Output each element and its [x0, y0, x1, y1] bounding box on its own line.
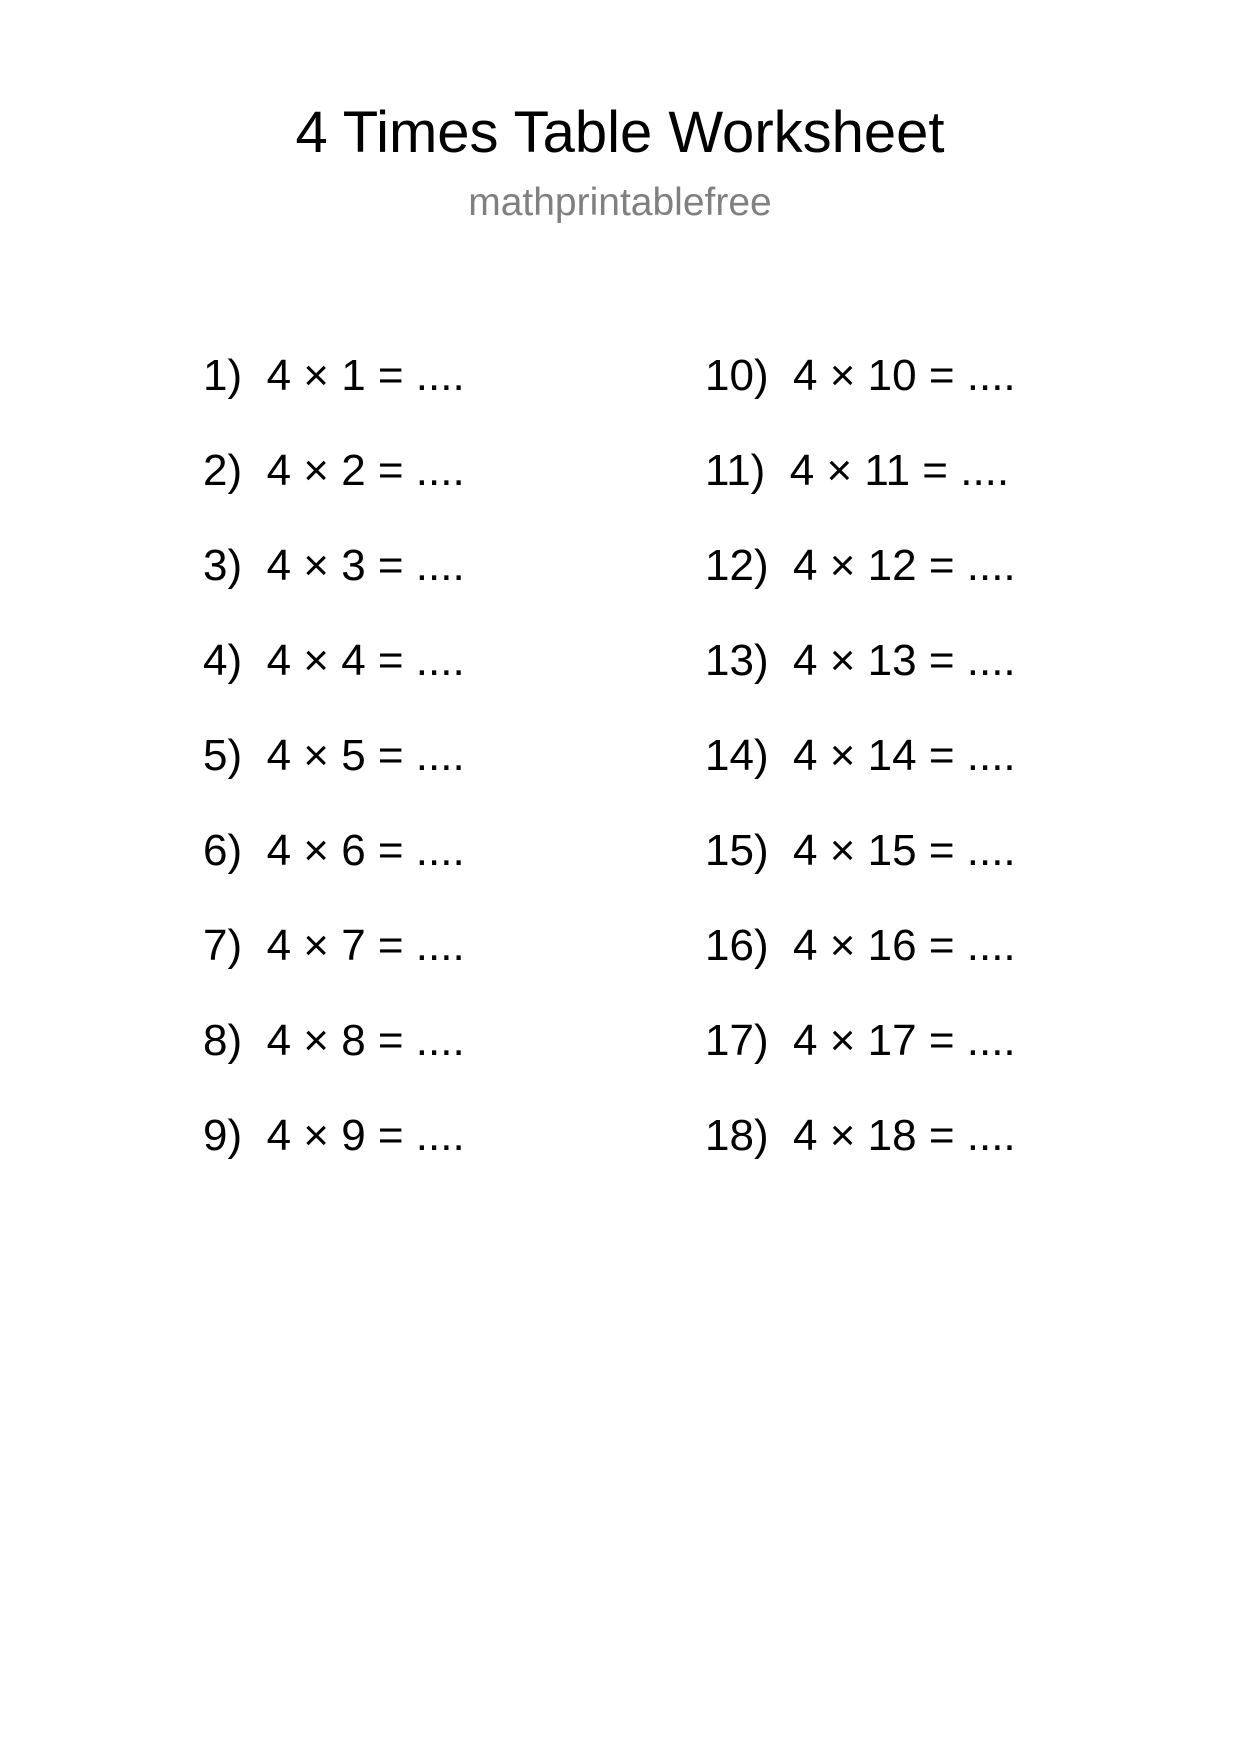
problem-expression: 4 × 7 = .... [266, 921, 465, 970]
problem-item [203, 636, 465, 731]
problem-number: 10) [705, 351, 769, 400]
problem-number: 1) [203, 351, 243, 400]
problem-expression: 4 × 10 = .... [793, 351, 1016, 400]
problem-item [203, 826, 465, 921]
problem-item [203, 921, 465, 1016]
problem-item [203, 731, 465, 826]
problem-item [705, 731, 1016, 826]
problem-expression: 4 × 13 = .... [793, 636, 1016, 685]
problem-expression: 4 × 4 = .... [266, 636, 465, 685]
problem-item [203, 446, 465, 541]
worksheet-subtitle: mathprintablefree [468, 181, 772, 224]
problem-item [705, 826, 1016, 921]
problem-expression: 4 × 16 = .... [793, 921, 1016, 970]
problem-expression: 4 × 17 = .... [793, 1016, 1016, 1065]
problem-expression: 4 × 18 = .... [793, 1111, 1016, 1160]
problem-number: 4) [203, 636, 243, 685]
problem-item [705, 446, 1016, 541]
problem-number: 12) [705, 541, 769, 590]
problem-item [203, 1111, 465, 1206]
problem-item [705, 636, 1016, 731]
problem-number: 17) [705, 1016, 769, 1065]
problem-item [203, 351, 465, 446]
problem-item [203, 1016, 465, 1111]
problem-expression: 4 × 3 = .... [266, 541, 465, 590]
problem-item [203, 541, 465, 636]
problem-number: 6) [203, 826, 243, 875]
problem-expression: 4 × 2 = .... [266, 446, 465, 495]
problem-item [705, 541, 1016, 636]
problem-item [705, 1016, 1016, 1111]
problem-expression: 4 × 11 = .... [789, 446, 1010, 495]
problem-number: 2) [203, 446, 243, 495]
problem-number: 9) [203, 1111, 243, 1160]
problem-number: 8) [203, 1016, 243, 1065]
problem-expression: 4 × 15 = .... [793, 826, 1016, 875]
problem-number: 13) [705, 636, 769, 685]
problems-left-column [203, 351, 465, 1206]
problem-number: 18) [705, 1111, 769, 1160]
problem-expression: 4 × 8 = .... [266, 1016, 465, 1065]
problem-number: 7) [203, 921, 243, 970]
problem-number: 15) [705, 826, 769, 875]
problem-expression: 4 × 12 = .... [793, 541, 1016, 590]
problem-number: 3) [203, 541, 243, 590]
problem-expression: 4 × 1 = .... [266, 351, 465, 400]
problem-number: 16) [705, 921, 769, 970]
problem-item [705, 351, 1016, 446]
problem-number: 5) [203, 731, 243, 780]
problem-item [705, 1111, 1016, 1206]
problem-expression: 4 × 5 = .... [266, 731, 465, 780]
problem-number: 11) [705, 446, 766, 495]
problems-right-column [705, 351, 1016, 1206]
problem-expression: 4 × 9 = .... [266, 1111, 465, 1160]
worksheet-title: 4 Times Table Worksheet [295, 100, 945, 165]
problem-item [705, 921, 1016, 1016]
problem-expression: 4 × 14 = .... [793, 731, 1016, 780]
problem-number: 14) [705, 731, 769, 780]
problem-expression: 4 × 6 = .... [266, 826, 465, 875]
